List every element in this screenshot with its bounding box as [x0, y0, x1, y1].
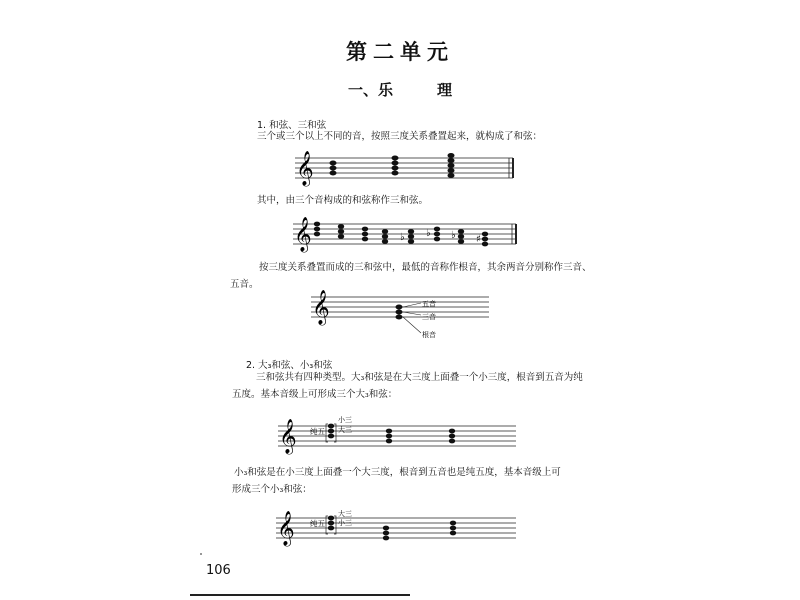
- paragraph-root-definition-line1: 按三度关系叠置而成的三和弦中，最低的音称作根音，其余两音分别称作三音、: [259, 262, 592, 273]
- svg-text:♭: ♭: [451, 230, 456, 241]
- svg-text:♯: ♯: [476, 234, 481, 245]
- staff-triad-parts: [311, 290, 491, 347]
- treble-clef-icon: 𝄞: [312, 290, 330, 325]
- label-fifth: 五音: [422, 300, 436, 308]
- scan-dot: [200, 553, 202, 555]
- triad-parts-notes: [396, 305, 403, 320]
- heading-chords: 1. 和弦、三和弦: [257, 120, 327, 131]
- scan-edge-line: [190, 594, 410, 596]
- label-major-third-minor: 大三: [338, 510, 352, 518]
- paragraph-minor-triad-line1: 小₃和弦是在小三度上面叠一个大三度，根音到五音也是纯五度，基本音级上可: [234, 467, 561, 478]
- staff-major-triads: [278, 418, 518, 458]
- svg-text:♭: ♭: [400, 232, 405, 243]
- page-title: 第二单元: [346, 39, 454, 64]
- staff-chords-example: [295, 151, 515, 186]
- paragraph-root-definition-line2: 五音。: [230, 279, 259, 290]
- paragraph-major-triad-line1: 三和弦共有四种类型。大₃和弦是在大三度上面叠一个小三度，根音到五音为纯: [256, 372, 583, 383]
- label-minor-third: 小三: [338, 416, 352, 424]
- label-minor-third-minor: 小三: [338, 519, 352, 527]
- paragraph-triad-definition: 其中，由三个音构成的和弦称作三和弦。: [257, 195, 429, 206]
- treble-clef-icon: 𝄞: [277, 511, 295, 546]
- svg-text:♭: ♭: [426, 228, 431, 239]
- paragraph-chord-definition: 三个或三个以上不同的音，按照三度关系叠置起来，就构成了和弦：: [257, 131, 543, 142]
- chord-notes: [330, 153, 455, 178]
- section-title-number: 一、乐: [347, 81, 393, 99]
- label-major-third: 大三: [338, 426, 352, 434]
- section-title-word: 理: [437, 81, 453, 99]
- label-root: 根音: [422, 331, 436, 339]
- staff-triads-example: [293, 217, 518, 252]
- treble-clef-icon: 𝄞: [279, 419, 297, 454]
- label-perfect-fifth: 纯五: [310, 427, 325, 436]
- label-perfect-fifth-minor: 纯五: [310, 519, 325, 528]
- heading-major-minor-triads: 2. 大₃和弦、小₃和弦: [246, 360, 333, 371]
- annotation-lines: [403, 303, 421, 333]
- treble-clef-icon: 𝄞: [296, 151, 314, 186]
- paragraph-minor-triad-line2: 形成三个小₃和弦：: [232, 484, 312, 495]
- label-third: 三音: [422, 313, 436, 321]
- page-number: 106: [206, 563, 231, 578]
- treble-clef-icon: 𝄞: [294, 217, 312, 252]
- paragraph-major-triad-line2: 五度。基本音级上可形成三个大₃和弦：: [232, 389, 398, 400]
- section-title: [0, 79, 800, 100]
- staff-minor-triads: [276, 510, 518, 550]
